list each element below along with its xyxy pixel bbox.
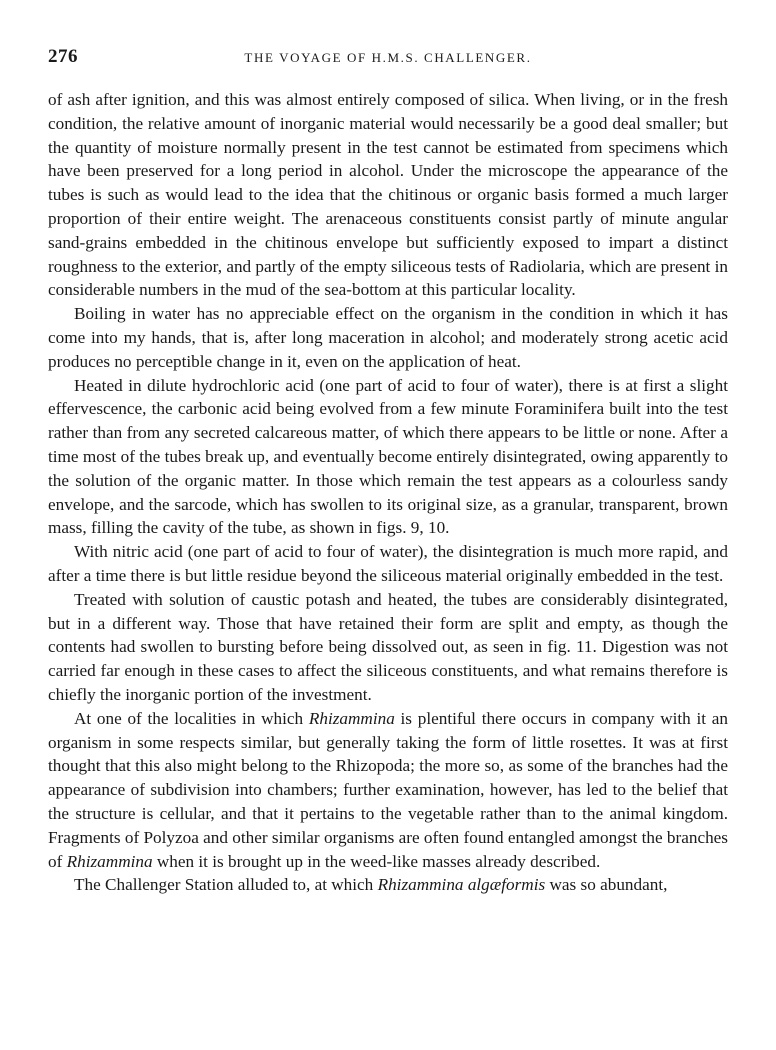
paragraph [48,540,728,588]
body-text [48,88,728,897]
paragraph [48,88,728,302]
running-head [48,46,728,70]
text-segment: Heated in dilute hydrochloric acid (one part of acid to four of water), there is at first a slight effervescence, the carbonic acid being evolved from a few minute Foraminifera built into the test rather than from any secreted calcareous matter, of which there appears to be little or none. After a time most of the tubes break up, and eventually become entirely disintegrated, owing apparently to the solution of the organic matter. In those which remain the test appears as a colourless sandy envelope, and the sarcode, which has swollen to its original size, as a granular, transparent, brown mass, filling the cavity of the tube, as shown in figs. 9, 10. [48,375,728,538]
paragraph [48,707,728,874]
paragraph [48,873,728,897]
paragraph [48,374,728,541]
genus-name-italic: Rhizammina [66,851,153,871]
text-segment: Treated with solution of caustic potash and heated, the tubes are considerably disintegrated, but in a different way. Those that have retained their form are split and empty, as though the contents had swollen to bursting before being dissolved out, as seen in fig. 11. Digestion was not carried far enough in these cases to affect the siliceous constituents, and what remains therefore is chiefly the inorganic portion of the investment. [48,589,728,704]
text-segment: At one of the localities in which [74,708,309,728]
running-title: THE VOYAGE OF H.M.S. CHALLENGER. [244,50,532,65]
page-number: 276 [48,46,78,67]
species-name-italic: Rhizammina algæformis [377,875,546,895]
paragraph [48,588,728,707]
text-segment: The Challenger Station alluded to, at which [74,875,378,895]
text-segment: of ash after ignition, and this was almost entirely composed of silica. When living, or in the fresh condition, the relative amount of inorganic material would necessarily be a good deal smaller; but the quantity of moisture normally present in the test cannot be estimated from specimens which have been preserved for a long period in alcohol. Under the microscope the appearance of the tubes is such as would lead to the idea that the chitinous or organic basis formed a much larger proportion of their entire weight. The arenaceous constituents consist partly of minute angular sand-grains embedded in the chitinous envelope but sufficiently exposed to impart a distinct roughness to the exterior, and partly of the empty siliceous tests of Radiolaria, which are present in considerable numbers in the mud of the sea-bottom at this particular locality. [48,90,728,300]
paragraph [48,302,728,373]
text-segment: is plentiful there occurs in company with it an organism in some respects similar, but generally taking the form of little rosettes. It was at first thought that this also might belong to the Rhizopoda; the more so, as some of the branches had the appearance of subdivision into chambers; further examination, however, has led to the belief that the structure is cellular, and that it pertains to the vegetable rather than to the animal kingdom. Fragments of Polyzoa and other similar organisms are often found entangled amongst the branches of [48,708,728,871]
text-segment: when it is brought up in the weed-like masses already described. [152,851,601,871]
text-segment: was so abundant, [545,875,668,895]
text-segment: Boiling in water has no appreciable effect on the organism in the condition in which it has come into my hands, that is, after long maceration in alcohol; and moderately strong acetic acid produces no perceptible change in it, even on the application of heat. [48,304,728,371]
text-segment: With nitric acid (one part of acid to four of water), the disintegration is much more rapid, and after a time there is but little residue beyond the siliceous material originally embedded in the test. [48,542,728,585]
genus-name-italic: Rhizammina [308,708,395,728]
